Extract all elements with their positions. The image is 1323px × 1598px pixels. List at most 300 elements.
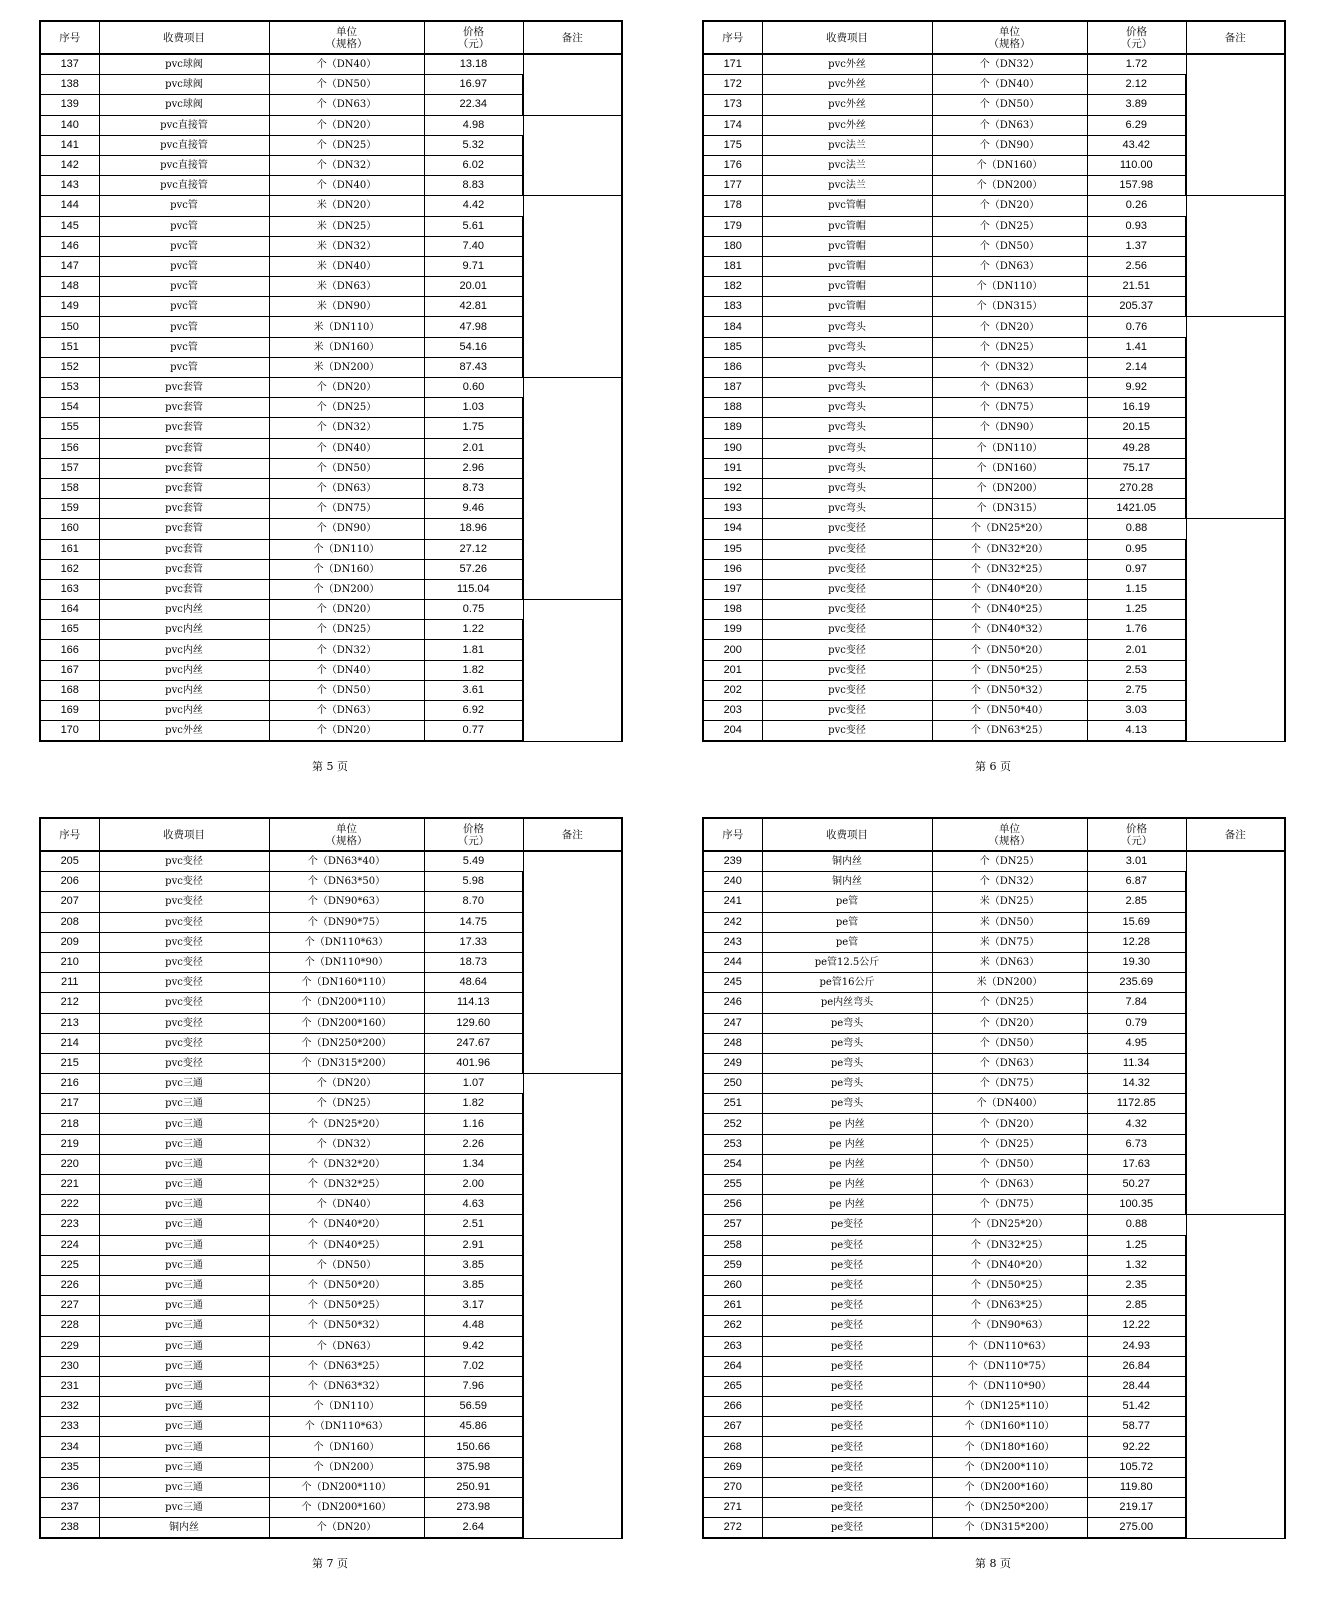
item-name: pvc弯头 [762,499,932,519]
price: 0.93 [1087,216,1186,236]
header-price-line1: 价格 [463,822,484,835]
price: 0.97 [1087,559,1186,579]
header-price [1087,21,1186,54]
table-row [40,1074,622,1094]
item-name: pvc三通 [99,1275,269,1295]
remark-cell [1186,196,1285,317]
price: 401.96 [424,1053,523,1073]
row-number: 245 [703,973,762,993]
header-unit [932,818,1087,851]
unit-spec: 米（DN25） [932,892,1087,912]
price: 1.41 [1087,337,1186,357]
price: 28.44 [1087,1376,1186,1396]
unit-spec: 个（DN25） [932,216,1087,236]
unit-spec: 个（DN90） [932,418,1087,438]
unit-spec: 个（DN90*63） [269,892,424,912]
item-name: pvc三通 [99,1336,269,1356]
header-unit-line2: （规格） [325,37,368,50]
item-name: pvc三通 [99,1094,269,1114]
price: 1.34 [424,1154,523,1174]
price: 1.82 [424,1094,523,1114]
row-number: 213 [40,1013,99,1033]
unit-spec: 个（DN75） [269,499,424,519]
item-name: pe变径 [762,1376,932,1396]
unit-spec: 个（DN25） [932,993,1087,1013]
item-name: pvc弯头 [762,378,932,398]
row-number: 154 [40,398,99,418]
item-name: pvc套管 [99,438,269,458]
row-number: 200 [703,640,762,660]
row-number: 179 [703,216,762,236]
price: 9.42 [424,1336,523,1356]
row-number: 247 [703,1013,762,1033]
price: 157.98 [1087,176,1186,196]
unit-spec: 个（DN400） [932,1094,1087,1114]
price: 100.35 [1087,1195,1186,1215]
remark-cell [523,851,622,1074]
item-name: pe变径 [762,1437,932,1457]
row-number: 165 [40,620,99,640]
row-number: 268 [703,1437,762,1457]
row-number: 234 [40,1437,99,1457]
item-name: pvc变径 [99,973,269,993]
price: 57.26 [424,559,523,579]
item-name: pe弯头 [762,1053,932,1073]
unit-spec: 个（DN40*20） [932,579,1087,599]
item-name: pvc弯头 [762,418,932,438]
price: 14.32 [1087,1074,1186,1094]
price: 129.60 [424,1013,523,1033]
item-name: pvc三通 [99,1255,269,1275]
price: 51.42 [1087,1397,1186,1417]
header-no: 序号 [40,818,99,851]
item-name: pvc弯头 [762,317,932,337]
table-row [40,115,622,135]
unit-spec: 个（DN110*75） [932,1356,1087,1376]
row-number: 246 [703,993,762,1013]
row-number: 172 [703,75,762,95]
item-name: pvc管 [99,317,269,337]
item-name: pe内丝弯头 [762,993,932,1013]
row-number: 185 [703,337,762,357]
item-name: pvc外丝 [99,721,269,742]
price: 110.00 [1087,155,1186,175]
row-number: 178 [703,196,762,216]
item-name: 铜内丝 [762,872,932,892]
price: 119.80 [1087,1477,1186,1497]
item-name: pe管 [762,892,932,912]
unit-spec: 个（DN315*200） [269,1053,424,1073]
price: 8.70 [424,892,523,912]
row-number: 189 [703,418,762,438]
row-number: 211 [40,973,99,993]
unit-spec: 个（DN32*25） [932,559,1087,579]
row-number: 190 [703,438,762,458]
unit-spec: 个（DN25） [269,135,424,155]
remark-cell [523,600,622,742]
unit-spec: 米（DN63） [932,952,1087,972]
row-number: 151 [40,337,99,357]
price: 0.95 [1087,539,1186,559]
unit-spec: 个（DN25*20） [269,1114,424,1134]
row-number: 262 [703,1316,762,1336]
item-name: pvc套管 [99,458,269,478]
remark-cell [1186,1215,1285,1539]
item-name: pvc弯头 [762,458,932,478]
row-number: 201 [703,660,762,680]
item-name: pvc管 [99,196,269,216]
item-name: pvc套管 [99,519,269,539]
item-name: pvc套管 [99,478,269,498]
row-number: 141 [40,135,99,155]
unit-spec: 个（DN63*25） [932,1296,1087,1316]
item-name: pvc管帽 [762,196,932,216]
row-number: 219 [40,1134,99,1154]
row-number: 195 [703,539,762,559]
price: 3.01 [1087,851,1186,872]
item-name: pvc管 [99,216,269,236]
unit-spec: 个（DN160*110） [932,1417,1087,1437]
unit-spec: 个（DN32*25） [932,1235,1087,1255]
unit-spec: 个（DN20） [269,1518,424,1539]
header-no: 序号 [703,21,762,54]
price: 47.98 [424,317,523,337]
row-number: 220 [40,1154,99,1174]
row-number: 197 [703,579,762,599]
price: 12.28 [1087,932,1186,952]
item-name: pvc变径 [762,701,932,721]
item-name: pe变径 [762,1235,932,1255]
row-number: 183 [703,297,762,317]
row-number: 243 [703,932,762,952]
header-price-line1: 价格 [463,25,484,38]
row-number: 140 [40,115,99,135]
item-name: pvc三通 [99,1235,269,1255]
price: 114.13 [424,993,523,1013]
row-number: 254 [703,1154,762,1174]
item-name: pvc外丝 [762,54,932,75]
table-row [703,851,1285,872]
item-name: pvc内丝 [99,660,269,680]
price: 15.69 [1087,912,1186,932]
item-name: pvc三通 [99,1376,269,1396]
unit-spec: 个（DN90*63） [932,1316,1087,1336]
price: 17.63 [1087,1154,1186,1174]
item-name: pvc变径 [762,600,932,620]
row-number: 238 [40,1518,99,1539]
price: 2.26 [424,1134,523,1154]
price: 22.34 [424,95,523,115]
unit-spec: 个（DN50*32） [932,680,1087,700]
item-name: pvc变径 [99,993,269,1013]
row-number: 248 [703,1033,762,1053]
unit-spec: 个（DN110*63） [269,1417,424,1437]
unit-spec: 个（DN160） [932,155,1087,175]
item-name: pvc直接管 [99,135,269,155]
price: 0.88 [1087,519,1186,539]
item-name: pvc球阀 [99,75,269,95]
price: 9.92 [1087,378,1186,398]
price: 4.63 [424,1195,523,1215]
item-name: pvc三通 [99,1195,269,1215]
unit-spec: 个（DN110*90） [269,952,424,972]
item-name: pvc变径 [762,660,932,680]
price-table [702,20,1286,742]
item-name: pvc直接管 [99,155,269,175]
unit-spec: 个（DN200*160） [269,1498,424,1518]
header-unit-line2: （规格） [325,834,368,847]
unit-spec: 个（DN40*25） [932,600,1087,620]
price: 6.92 [424,701,523,721]
unit-spec: 个（DN63） [932,1053,1087,1073]
price: 0.76 [1087,317,1186,337]
unit-spec: 个（DN90*75） [269,912,424,932]
header-unit [269,818,424,851]
unit-spec: 个（DN50*25） [932,660,1087,680]
row-number: 228 [40,1316,99,1336]
row-number: 156 [40,438,99,458]
price: 205.37 [1087,297,1186,317]
item-name: pvc内丝 [99,600,269,620]
price: 18.73 [424,952,523,972]
item-name: pvc变径 [99,1033,269,1053]
row-number: 256 [703,1195,762,1215]
item-name: pvc三通 [99,1296,269,1316]
unit-spec: 个（DN315） [932,297,1087,317]
unit-spec: 米（DN25） [269,216,424,236]
price-table-page-8 [702,817,1284,1539]
row-number: 241 [703,892,762,912]
item-name: pe变径 [762,1356,932,1376]
table-row [40,600,622,620]
header-price-line2: （元） [1120,37,1153,50]
header-price-line2: （元） [457,834,490,847]
item-name: pe管16公斤 [762,973,932,993]
unit-spec: 个（DN40） [269,660,424,680]
item-name: pe弯头 [762,1094,932,1114]
unit-spec: 个（DN32） [932,357,1087,377]
unit-spec: 个（DN50） [932,95,1087,115]
item-name: pvc变径 [762,579,932,599]
price: 12.22 [1087,1316,1186,1336]
price: 247.67 [424,1033,523,1053]
unit-spec: 个（DN160） [269,559,424,579]
item-name: pvc三通 [99,1437,269,1457]
row-number: 223 [40,1215,99,1235]
row-number: 196 [703,559,762,579]
unit-spec: 个（DN90） [932,135,1087,155]
unit-spec: 个（DN20） [269,600,424,620]
row-number: 146 [40,236,99,256]
row-number: 232 [40,1397,99,1417]
unit-spec: 米（DN160） [269,337,424,357]
unit-spec: 个（DN40*20） [269,1215,424,1235]
remark-cell [523,1074,622,1539]
price: 6.87 [1087,872,1186,892]
price: 1.76 [1087,620,1186,640]
item-name: pe变径 [762,1417,932,1437]
item-name: pvc变径 [99,1013,269,1033]
item-name: pvc管帽 [762,256,932,276]
item-name: pe变径 [762,1255,932,1275]
item-name: pe变径 [762,1215,932,1235]
price: 87.43 [424,357,523,377]
row-number: 269 [703,1457,762,1477]
unit-spec: 个（DN125*110） [932,1397,1087,1417]
header-item: 收费项目 [762,818,932,851]
item-name: pvc变径 [99,1053,269,1073]
price: 2.91 [424,1235,523,1255]
price: 7.96 [424,1376,523,1396]
item-name: pvc变径 [762,680,932,700]
unit-spec: 个（DN200*160） [269,1013,424,1033]
row-number: 187 [703,378,762,398]
unit-spec: 个（DN40） [269,54,424,75]
price: 115.04 [424,579,523,599]
price: 7.02 [424,1356,523,1376]
price: 24.93 [1087,1336,1186,1356]
row-number: 199 [703,620,762,640]
row-number: 227 [40,1296,99,1316]
unit-spec: 个（DN32*20） [269,1154,424,1174]
unit-spec: 个（DN50*40） [932,701,1087,721]
row-number: 166 [40,640,99,660]
price: 5.32 [424,135,523,155]
header-price [424,818,523,851]
item-name: pvc套管 [99,378,269,398]
item-name: pvc三通 [99,1134,269,1154]
price: 2.01 [424,438,523,458]
price: 75.17 [1087,458,1186,478]
price: 1421.05 [1087,499,1186,519]
unit-spec: 米（DN40） [269,256,424,276]
item-name: pvc变径 [99,872,269,892]
item-name: pvc内丝 [99,701,269,721]
price: 1.75 [424,418,523,438]
row-number: 263 [703,1336,762,1356]
item-name: pvc法兰 [762,155,932,175]
header-price-line2: （元） [457,37,490,50]
price: 1.22 [424,620,523,640]
row-number: 270 [703,1477,762,1497]
price: 4.13 [1087,721,1186,742]
price-table-page-6 [702,20,1284,742]
price: 9.71 [424,256,523,276]
price-table [39,817,623,1539]
price-table-page-5 [39,20,621,742]
item-name: pvc三通 [99,1074,269,1094]
price: 6.73 [1087,1134,1186,1154]
price: 92.22 [1087,1437,1186,1457]
item-name: pvc管 [99,277,269,297]
price: 0.79 [1087,1013,1186,1033]
item-name: pvc套管 [99,398,269,418]
header-no: 序号 [40,21,99,54]
row-number: 231 [40,1376,99,1396]
row-number: 271 [703,1498,762,1518]
row-number: 145 [40,216,99,236]
price: 4.48 [424,1316,523,1336]
price-table [702,817,1286,1539]
price: 5.98 [424,872,523,892]
unit-spec: 个（DN50） [269,1255,424,1275]
price: 48.64 [424,973,523,993]
unit-spec: 个（DN50） [932,1154,1087,1174]
price: 19.30 [1087,952,1186,972]
unit-spec: 个（DN110） [932,277,1087,297]
row-number: 209 [40,932,99,952]
unit-spec: 米（DN50） [932,912,1087,932]
row-number: 174 [703,115,762,135]
row-number: 272 [703,1518,762,1539]
table-row [703,519,1285,539]
unit-spec: 个（DN25） [269,1094,424,1114]
item-name: pvc变径 [762,640,932,660]
item-name: pvc变径 [762,539,932,559]
item-name: pvc三通 [99,1316,269,1336]
page-footer-6: 第 6 页 [975,760,1011,773]
unit-spec: 个（DN63*40） [269,851,424,872]
row-number: 255 [703,1175,762,1195]
item-name: pe 内丝 [762,1154,932,1174]
header-unit-line1: 单位 [999,25,1020,38]
item-name: pvc弯头 [762,398,932,418]
item-name: pvc内丝 [99,680,269,700]
table-row [40,196,622,216]
unit-spec: 个（DN63*25） [269,1356,424,1376]
header-unit-line1: 单位 [336,25,357,38]
price: 58.77 [1087,1417,1186,1437]
item-name: pvc套管 [99,559,269,579]
item-name: pvc变径 [762,721,932,742]
table-row [703,317,1285,337]
unit-spec: 个（DN75） [932,398,1087,418]
price: 2.12 [1087,75,1186,95]
row-number: 267 [703,1417,762,1437]
price: 54.16 [424,337,523,357]
header-unit-line1: 单位 [336,822,357,835]
price: 4.95 [1087,1033,1186,1053]
unit-spec: 个（DN200） [269,579,424,599]
row-number: 229 [40,1336,99,1356]
row-number: 169 [40,701,99,721]
header-unit-line2: （规格） [988,834,1031,847]
price: 17.33 [424,932,523,952]
header-unit-line2: （规格） [988,37,1031,50]
row-number: 258 [703,1235,762,1255]
item-name: pvc球阀 [99,54,269,75]
unit-spec: 个（DN63） [932,1175,1087,1195]
price: 2.51 [424,1215,523,1235]
price: 3.85 [424,1255,523,1275]
row-number: 182 [703,277,762,297]
item-name: pe变径 [762,1336,932,1356]
item-name: pvc三通 [99,1397,269,1417]
row-number: 147 [40,256,99,276]
item-name: pvc弯头 [762,337,932,357]
row-number: 138 [40,75,99,95]
price: 7.40 [424,236,523,256]
item-name: pvc三通 [99,1175,269,1195]
unit-spec: 个（DN25*20） [932,519,1087,539]
unit-spec: 个（DN20） [269,378,424,398]
row-number: 239 [703,851,762,872]
header-remark: 备注 [1186,21,1285,54]
item-name: pvc管帽 [762,236,932,256]
row-number: 157 [40,458,99,478]
price: 273.98 [424,1498,523,1518]
page-footer-8: 第 8 页 [975,1557,1011,1570]
